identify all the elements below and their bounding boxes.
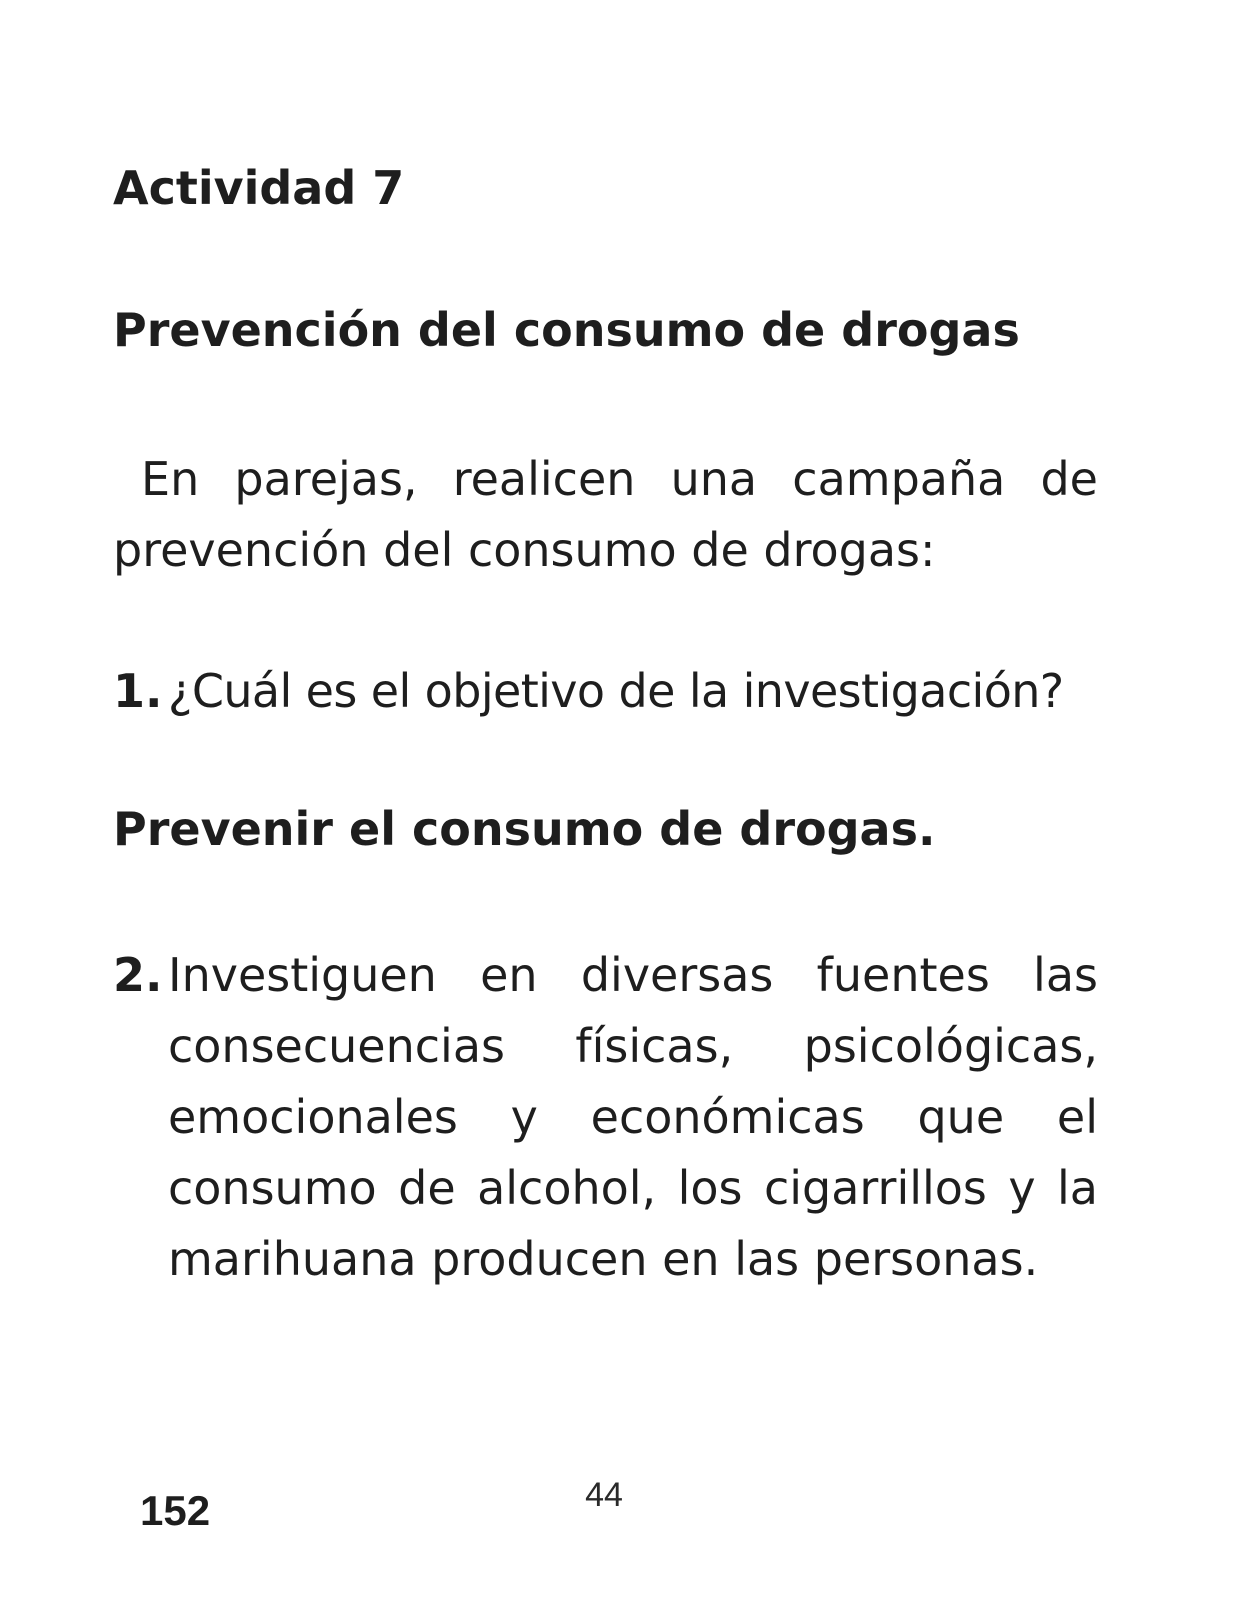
page-number: 152 [140,1487,211,1534]
question-1-number: 1. [113,664,163,718]
center-page-number: 44 [585,1476,623,1514]
answer-1: Prevenir el consumo de drogas. [113,802,936,856]
intro-paragraph [113,444,1098,586]
question-1-text: ¿Cuál es el objetivo de la investigación? [168,664,1064,718]
activity-label: Actividad 7 [113,161,405,215]
activity-title: Prevención del consumo de drogas [113,303,1020,357]
question-2-text: Investiguen en diversas fuentes las consecuencias físicas, psicológicas, emocionales y económicas que el consumo de alcohol, los cigarrillos y la marihuana producen en las personas. [168,948,1098,1286]
question-2-number: 2. [113,948,163,1002]
question-1 [113,656,1098,727]
intro-text: En parejas, realicen una campaña de prevención del consumo de drogas: [113,452,1098,577]
question-2 [113,940,1098,1295]
